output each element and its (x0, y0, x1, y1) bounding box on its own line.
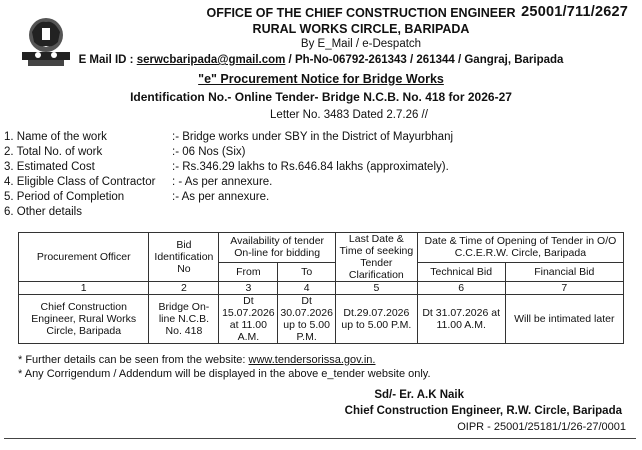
column-number: 4 (278, 282, 336, 295)
circle-title: RURAL WORKS CIRCLE, BARIPADA (252, 22, 470, 36)
column-number: 2 (149, 282, 219, 295)
detail-label: 2. Total No. of work (4, 146, 103, 158)
cell-officer: Chief Construction Engineer, Rural Works Circle, Baripada (19, 295, 149, 344)
bottom-divider (4, 438, 636, 439)
cell-last-date: Dt.29.07.2026 up to 5.00 P.M. (335, 295, 417, 344)
identification-number: Identification No.- Online Tender- Bridge N.C.B. No. 418 for 2026-27 (130, 90, 512, 104)
table-row (19, 295, 624, 344)
cell-bid-id: Bridge On-line N.C.B. No. 418 (149, 295, 219, 344)
detail-label: 3. Estimated Cost (4, 161, 95, 173)
header-procurement-officer: Procurement Officer (19, 233, 149, 282)
office-title: OFFICE OF THE CHIEF CONSTRUCTION ENGINEER (206, 6, 516, 20)
letter-number: Letter No. 3483 Dated 2.7.26 // (270, 109, 428, 121)
phone-info: / Ph-No-06792-261343 / 261344 / Gangraj, Baripada (285, 54, 564, 66)
header-from: From (219, 262, 278, 281)
cell-technical-bid: Dt 31.07.2026 at 11.00 A.M. (417, 295, 505, 344)
notice-title: "e" Procurement Notice for Bridge Works (198, 72, 444, 86)
header-opening: Date & Time of Opening of Tender in O/O C.C.E.R.W. Circle, Baripada (417, 233, 623, 263)
notes (18, 353, 431, 381)
detail-label: 1. Name of the work (4, 131, 107, 143)
email-label: E Mail ID : (78, 54, 137, 66)
website-link[interactable]: www.tendersorissa.gov.in. (248, 354, 376, 366)
header-technical-bid: Technical Bid (417, 262, 505, 281)
column-number: 3 (219, 282, 278, 295)
header-last-date: Last Date & Time of seeking Tender Clarification (335, 233, 417, 282)
detail-value: :- Rs.346.29 lakhs to Rs.646.84 lakhs (approximately). (172, 161, 449, 173)
detail-label: 5. Period of Completion (4, 191, 125, 203)
cell-to: Dt 30.07.2026 up to 5.00 P.M. (278, 295, 336, 344)
detail-value: :- As per annexure. (172, 191, 270, 203)
note-website-text: * Further details can be seen from the website: (18, 354, 249, 366)
detail-value: : - As per annexure. (172, 176, 273, 188)
cell-from: Dt 15.07.2026 at 11.00 A.M. (219, 295, 278, 344)
signatory-designation: Chief Construction Engineer, R.W. Circle, Baripada (344, 405, 622, 417)
signatory-name: Sd/- Er. A.K Naik (374, 389, 464, 401)
contact-line (0, 54, 642, 66)
oipr-number: OIPR - 25001/25181/1/26-27/0001 (457, 421, 626, 433)
column-number: 1 (19, 282, 149, 295)
header-bid-identification: Bid Identification No (149, 233, 219, 282)
header-financial-bid: Financial Bid (505, 262, 623, 281)
column-number: 5 (335, 282, 417, 295)
detail-label: 6. Other details (4, 206, 82, 218)
note-corrigendum: * Any Corrigendum / Addendum will be displayed in the above e_tender website only. (18, 368, 431, 380)
header-availability: Availability of tender On-line for bidding (219, 233, 336, 263)
column-number: 6 (417, 282, 505, 295)
despatch-mode: By E_Mail / e-Despatch (300, 38, 422, 50)
column-number-row (19, 282, 624, 295)
detail-value: :- Bridge works under SBY in the District of Mayurbhanj (172, 131, 454, 143)
header-to: To (278, 262, 336, 281)
tender-schedule-table (18, 232, 624, 344)
note-website (18, 353, 431, 367)
column-number: 7 (505, 282, 623, 295)
reference-number: 25001/711/2627 (521, 4, 628, 20)
email-link[interactable]: serwcbaripada@gmail.com (136, 54, 286, 66)
detail-label: 4. Eligible Class of Contractor (4, 176, 156, 188)
cell-financial-bid: Will be intimated later (505, 295, 623, 344)
detail-value: :- 06 Nos (Six) (172, 146, 246, 158)
